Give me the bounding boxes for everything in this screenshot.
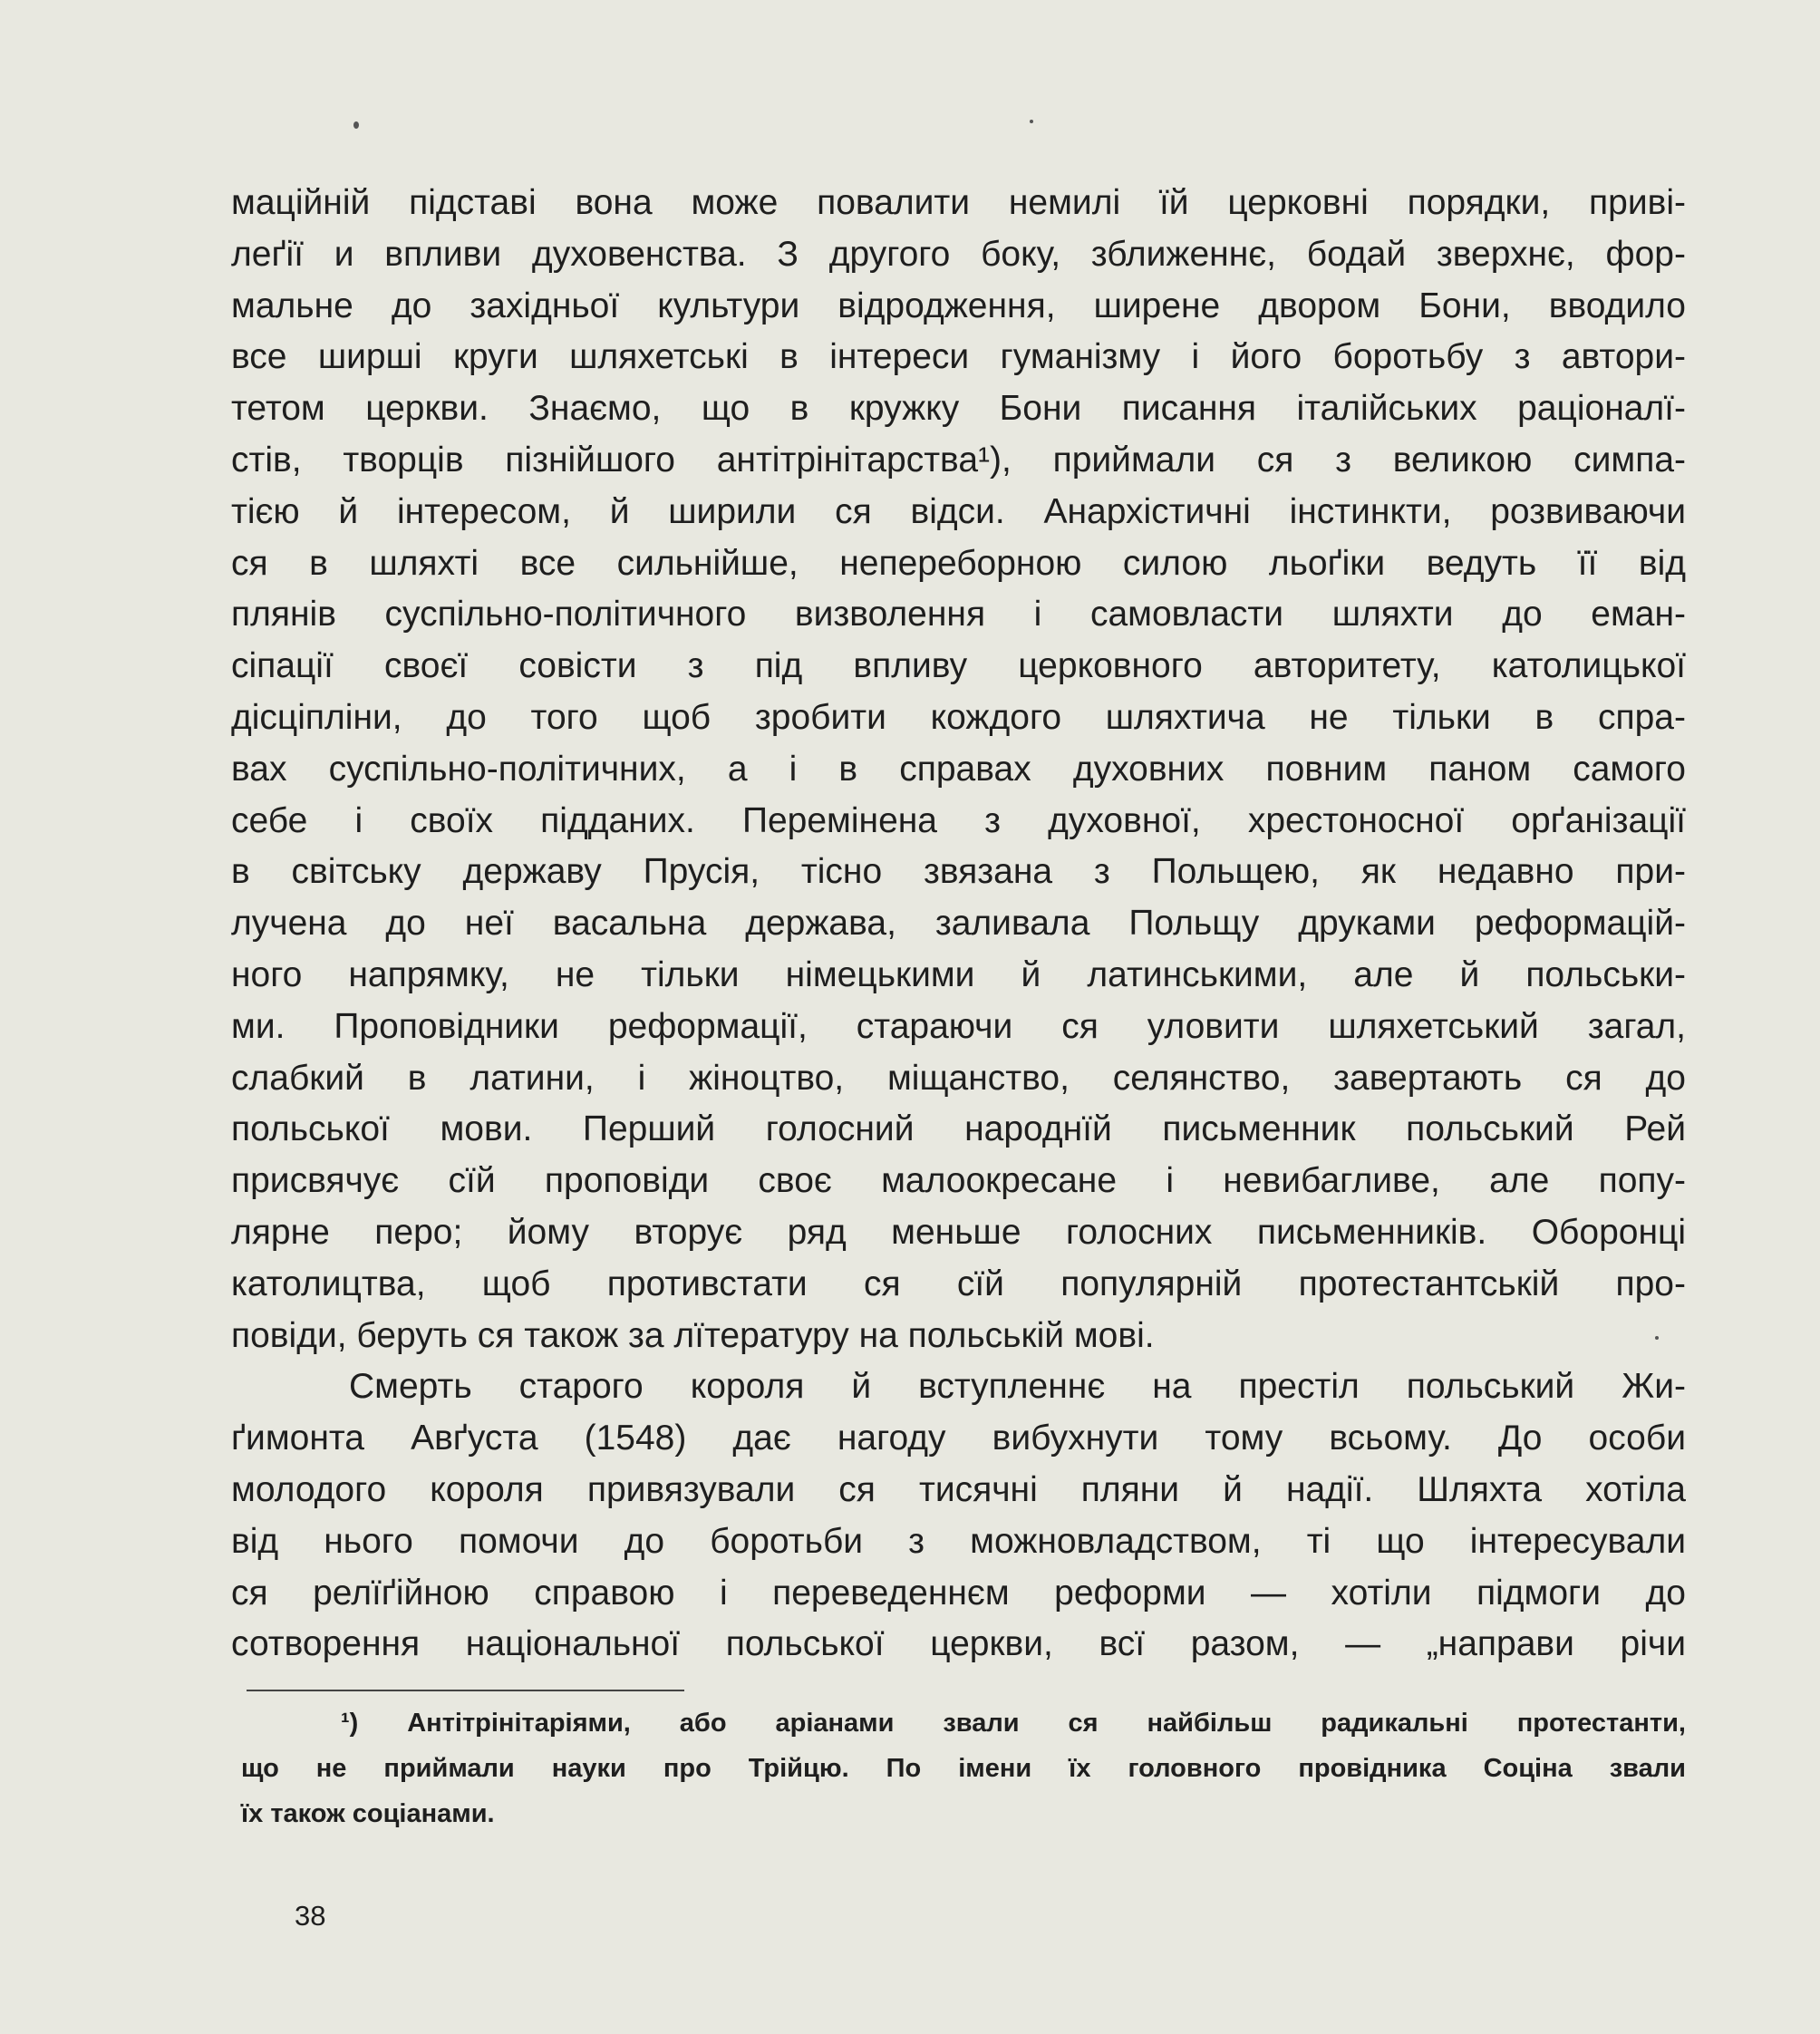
text-line: ся в шляхті все сильнійше, непереборною силою льоґіки ведуть її від: [231, 543, 1686, 583]
text-line: що не приймали науки про Трійцю. По імени їх головного провідника Соціна звали: [241, 1754, 1686, 1783]
text-line: їх також соціанами.: [241, 1799, 495, 1828]
text-line: в світську державу Прусія, тісно звязана з Польщею, як недавно при-: [231, 852, 1686, 892]
text-line: повіди, беруть ся також за лїтературу на польській мові.: [231, 1315, 1155, 1355]
text-line: слабкий в латини, і жіноцтво, міщанство, селянство, завертають ся до: [231, 1058, 1686, 1098]
page-number: 38: [295, 1900, 326, 1932]
scan-speck: [1655, 1336, 1659, 1340]
body-text: [231, 178, 1686, 1671]
text-line: від нього помочи до боротьби з можновладством, ті що інтересували: [231, 1521, 1686, 1561]
text-line: ся релїґійною справою і переведеннєм реформи — хотіли підмоги до: [231, 1573, 1686, 1613]
text-line: католицтва, щоб противстати ся сїй популярній протестантській про-: [231, 1264, 1686, 1303]
paragraph-1: [231, 178, 1686, 1361]
text-line: леґії и впливи духовенства. З другого боку, зближеннє, бодай зверхнє, фор-: [231, 234, 1686, 274]
text-line: плянів суспільно-політичного визволення і самовласти шляхти до еман-: [231, 595, 1686, 634]
text-line: тією й інтересом, й ширили ся відси. Анархістичні інстинкти, розвиваючи: [231, 491, 1686, 531]
text-line: дісціпліни, до того щоб зробити кождого шляхтича не тільки в спра-: [231, 697, 1686, 737]
text-line: ми. Проповідники реформації, стараючи ся уловити шляхетський загал,: [231, 1006, 1686, 1046]
text-line: ґимонта Авґуста (1548) дає нагоду вибухнути тому всьому. До особи: [231, 1419, 1686, 1458]
text-line: лярне перо; йому вторує ряд меньше голосних письменників. Оборонці: [231, 1212, 1686, 1252]
text-line: сотворення національної польської церкви, всї разом, — „направи річи: [231, 1624, 1686, 1664]
text-line: вах суспільно-політичних, а і в справах духовних повним паном самого: [231, 749, 1686, 789]
text-line: себе і своїх підданих. Перемінена з духовної, хрестоносної орґанізації: [231, 800, 1686, 840]
text-line: Смерть старого короля й вступленнє на престіл польський Жи-: [349, 1367, 1686, 1407]
paragraph-2: [231, 1361, 1686, 1671]
text-line: молодого короля привязували ся тисячні пляни й надії. Шляхта хотіла: [231, 1469, 1686, 1509]
footnote-divider: [247, 1690, 684, 1691]
text-line: лучена до неї васальна держава, заливала Польщу друками реформацій-: [231, 904, 1686, 944]
text-line: ного напрямку, не тільки німецькими й латинськими, але й польськи-: [231, 954, 1686, 994]
text-line: все ширші круги шляхетські в інтереси гуманізму і його боротьбу з автори-: [231, 337, 1686, 377]
text-line: ¹) Антітрінітаріями, або аріанами звали ся найбільш радикальні протестанти,: [341, 1709, 1686, 1738]
text-line: маційній підставі вона може повалити немилі їй церковні порядки, приві-: [231, 183, 1686, 222]
scan-speck: [353, 121, 359, 129]
text-line: присвячує сїй проповіди своє малоокресане і невибагливе, але попу-: [231, 1161, 1686, 1201]
text-line: стів, творців пізнійшого антітрінітарства¹), приймали ся з великою симпа-: [231, 440, 1686, 479]
text-line: тетом церкви. Знаємо, що в кружку Бони писання італійських раціоналї-: [231, 389, 1686, 429]
text-line: сіпації своєї совісти з під впливу церковного авторитету, католицької: [231, 646, 1686, 686]
text-line: мальне до західньої культури відродження, ширене двором Бони, вводило: [231, 286, 1686, 325]
text-line: польської мови. Перший голосний народнїй письменник польський Рей: [231, 1109, 1686, 1149]
footnote: [241, 1700, 1686, 1836]
scan-speck: [1030, 120, 1033, 123]
